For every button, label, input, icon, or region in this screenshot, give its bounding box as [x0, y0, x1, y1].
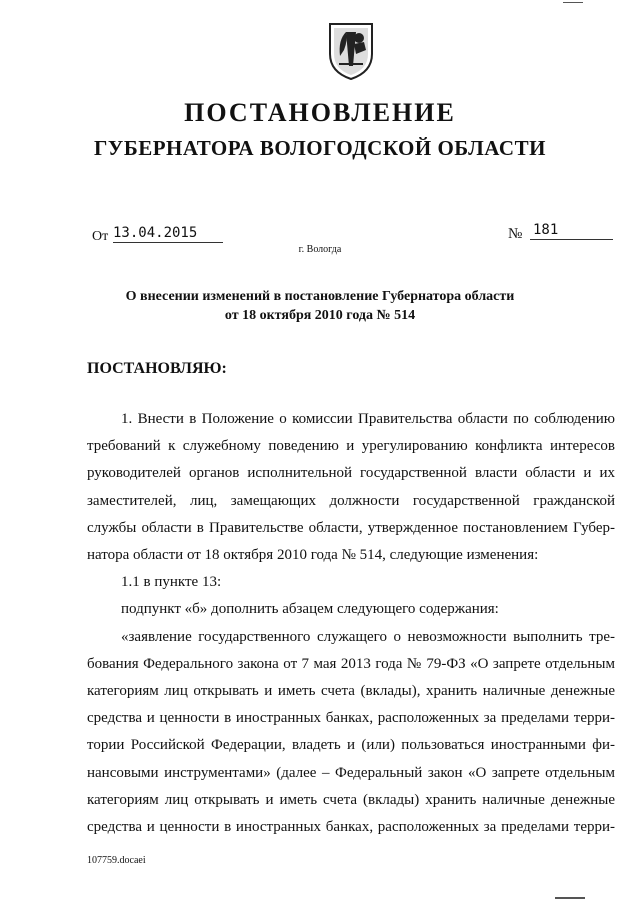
body-line: средства и ценности в иностранных банках, расположенных за пределами терри- [87, 710, 615, 727]
document-date: 13.04.2015 [113, 225, 223, 243]
scan-mark [555, 897, 585, 899]
number-prefix: № [508, 226, 523, 242]
body-line: службы области в Правительстве области, утвержденное постановлением Губер- [87, 519, 615, 536]
decree-heading: ПОСТАНОВЛЯЮ: [87, 360, 227, 377]
body-line: заместителей, лиц, замещающих должности государственной гражданской [87, 492, 615, 509]
document-number: 181 [530, 222, 613, 240]
body-line: «заявление государственного служащего о невозможности выполнить тре- [121, 628, 615, 645]
body-line: руководителей органов исполнительной государственной власти области и их [87, 465, 615, 482]
subject-line: от 18 октября 2010 года № 514 [224, 308, 416, 323]
subject-line: О внесении изменений в постановление Губернатора области [125, 289, 515, 304]
file-reference: 107759.docaei [87, 855, 146, 866]
document-title: ПОСТАНОВЛЕНИЕ [184, 98, 456, 127]
body-line: 1. Внести в Положение о комиссии Правительства области по соблюдению [121, 411, 615, 427]
date-prefix: От [92, 229, 109, 244]
document-city: г. Вологда [298, 244, 342, 255]
body-line: средства и ценности в иностранных банках, расположенных за пределами терри- [87, 819, 615, 836]
scan-mark [563, 2, 583, 3]
body-line: нансовыми инструментами» (далее – Федеральный закон «О запрете отдельным [87, 764, 615, 781]
body-line: категориям лиц открывать и иметь счета (вклады), хранить наличные денежные [87, 683, 615, 700]
body-line: подпункт «б» дополнить абзацем следующего содержания: [121, 601, 499, 618]
document-body [87, 406, 615, 841]
document-authority: ГУБЕРНАТОРА ВОЛОГОДСКОЙ ОБЛАСТИ [94, 136, 546, 160]
body-line: категориям лиц открывать и иметь счета (вклады) хранить наличные денежные [87, 791, 615, 808]
coat-of-arms-icon [326, 20, 376, 82]
body-line: 1.1 в пункте 13: [121, 574, 222, 591]
body-line: бования Федерального закона от 7 мая 2013 года № 79-ФЗ «О запрете отдельным [87, 655, 615, 672]
document-subject [80, 287, 560, 325]
body-line: тории Российской Федерации, владеть и (или) пользоваться иностранными фи- [87, 737, 615, 754]
body-line: натора области от 18 октября 2010 года № 514, следующие изменения: [87, 547, 539, 564]
body-line: требований к служебному поведению и урегулированию конфликта интересов [87, 438, 615, 455]
